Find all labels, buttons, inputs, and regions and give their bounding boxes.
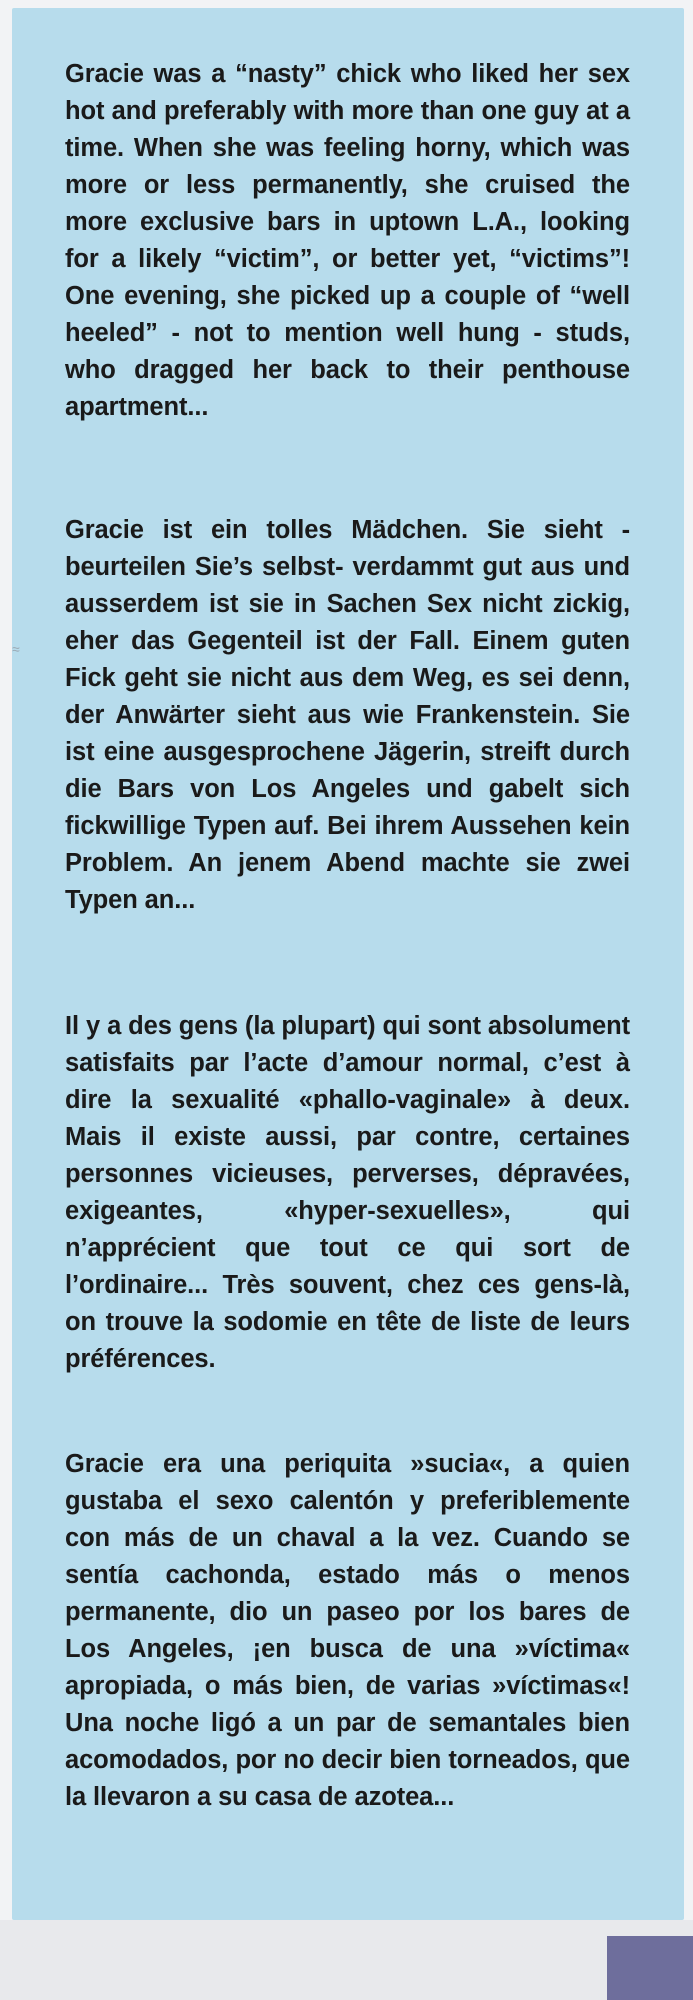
bottom-corner-block bbox=[607, 1936, 693, 2000]
bottom-margin bbox=[0, 1920, 693, 2000]
paragraph-english: Gracie was a “nasty” chick who liked her sex hot and preferably with more than one guy at a time. When she was feeling horny, which was more or less permanently, she cruised the more exclusive bars in uptown L.A., looking for a likely “victim”, or better yet, “victims”! One evening, she picked up a couple of “well heeled” - not to mention well hung - studs, who dragged her back to their penthouse apartment... bbox=[65, 60, 630, 421]
paragraph-spanish: Gracie era una periquita »sucia«, a quien gustaba el sexo calentón y preferiblemente con más de un chaval a la vez. Cuando se sentía cachonda, estado más o menos permanente, dio un paseo por los bares de Los Angeles, ¡en busca de una »víctima« apropiada, o más bien, de varias »víctimas«! Una noche ligó a un par de semantales bien acomodados, por no decir bien torneados, que la llevaron a su casa de azotea... bbox=[65, 1450, 630, 1811]
paragraph-german: Gracie ist ein tolles Mädchen. Sie sieht - beurteilen Sie’s selbst- verdammt gut aus und ausserdem ist sie in Sachen Sex nicht zickig, eher das Gegenteil ist der Fall. Einem guten Fick geht sie nicht aus dem Weg, es sei denn, der Anwärter sieht aus wie Frankenstein. Sie ist eine ausgesprochene Jägerin, streift durch die Bars von Los Angeles und gabelt sich fickwillige Typen auf. Bei ihrem Aussehen kein Problem. An jenem Abend machte sie zwei Typen an... bbox=[65, 516, 630, 914]
paragraph-french: Il y a des gens (la plupart) qui sont absolument satisfaits par l’acte d’amour normal, c’est à dire la sexualité «phallo-vaginale» à deux. Mais il existe aussi, par contre, certaines personnes vicieuses, perverses, dépravées, exigeantes, «hyper-sexuelles», qui n’apprécient que tout ce qui sort de l’ordinaire... Très souvent, chez ces gens-là, on trouve la sodomie en tête de liste de leurs préférences. bbox=[65, 1012, 630, 1373]
margin-mark: ≈ bbox=[12, 641, 20, 657]
